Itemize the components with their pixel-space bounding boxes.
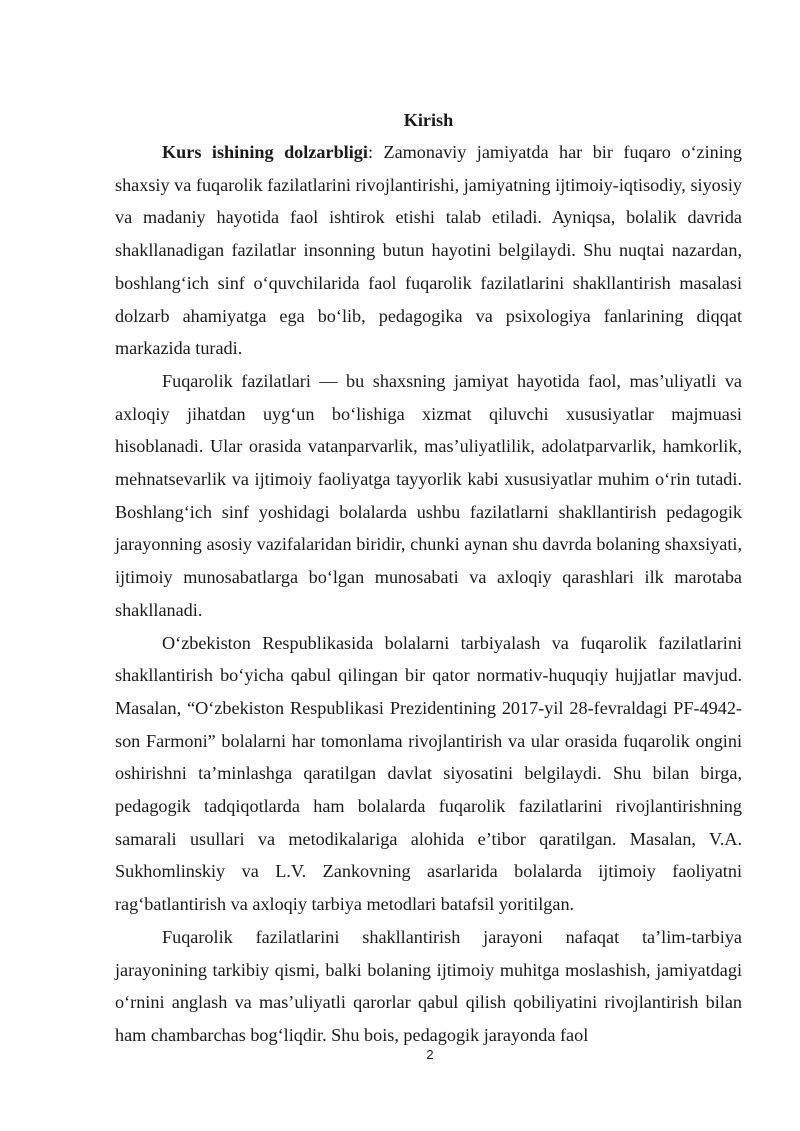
section-heading: Kirish xyxy=(403,110,454,130)
page-number: 2 xyxy=(426,1047,434,1062)
paragraph-formation-process: Fuqarolik fazilatlarini shakllantirish jarayoni nafaqat ta’lim-tarbiya jarayonining tarkibiy qismi, balki bolaning ijtimoiy muhitga moslashish, jamiyatdagi o‘rnini anglash va mas’uliyatli qarorlar qabul qilish qobiliyatini rivojlantirish bilan ham chambarchas bog‘liqdir. Shu bois, pedagogik jarayonda faol xyxy=(115,926,742,1045)
document-page xyxy=(115,106,742,1052)
paragraph-lead: Kurs ishining dolzarbligi xyxy=(162,142,368,162)
paragraph-relevance xyxy=(115,136,742,365)
paragraph-civic-qualities: Fuqarolik fazilatlari — bu shaxsning jamiyat hayotida faol, mas’uliyatli va axloqiy jihatdan uyg‘un bo‘lishiga xizmat qiluvchi xususiyatlar majmuasi hisoblanadi. Ular orasida vatanparvarlik, mas’uliyatlilik, adolatparvarlik, hamkorlik, mehnatsevarlik va ijtimoiy faoliyatga tayyorlik kabi xususiyatlar muhim o‘rin tutadi. Boshlang‘ich sinf yoshidagi bolalarda ushbu fazilatlarni shakllantirish pedagogik jarayonning asosiy vazifalaridan biridir, chunki aynan shu davrda bolaning shaxsiyati, ijtimoiy munosabatlarga bo‘lgan munosabati va axloqiy qarashlari ilk marotaba shakllanadi. xyxy=(115,370,742,620)
paragraph-legal-documents: O‘zbekiston Respublikasida bolalarni tarbiyalash va fuqarolik fazilatlarini shakllantirish bo‘yicha qabul qilingan bir qator normativ-huquqiy hujjatlar mavjud. Masalan, “O‘zbekiston Respublikasi Prezidentining 2017-yil 28-fevraldagi PF-4942-son Farmoni” bolalarni har tomonlama rivojlantirish va ular orasida fuqarolik ongini oshirishni ta’minlashga qaratilgan davlat siyosatini belgilaydi. Shu bilan birga, pedagogik tadqiqotlarda ham bolalarda fuqarolik fazilatlarini rivojlantirishning samarali usullari va metodikalariga alohida e’tibor qaratilgan. Masalan, V.A. Sukhomlinskiy va L.V. Zankovning asarlarida bolalarda ijtimoiy faoliyatni rag‘batlantirish va axloqiy tarbiya metodlari batafsil yoritilgan. xyxy=(115,632,742,915)
paragraph-text: : Zamonaviy jamiyatda har bir fuqaro o‘zining shaxsiy va fuqarolik fazilatlarini rivojlantirishi, jamiyatning ijtimoiy-iqtisodiy, siyosiy va madaniy hayotida faol ishtirok etishi talab etiladi. Ayniqsa, bolalik davrida shakllanadigan fazilatlar insonning butun hayotini belgilaydi. Shu nuqtai nazardan, boshlang‘ich sinf o‘quvchilarida faol fuqarolik fazilatlarini shakllantirish masalasi dolzarb ahamiyatga ega bo‘lib, pedagogika va psixologiya fanlarining diqqat markazida turadi. xyxy=(115,142,742,359)
